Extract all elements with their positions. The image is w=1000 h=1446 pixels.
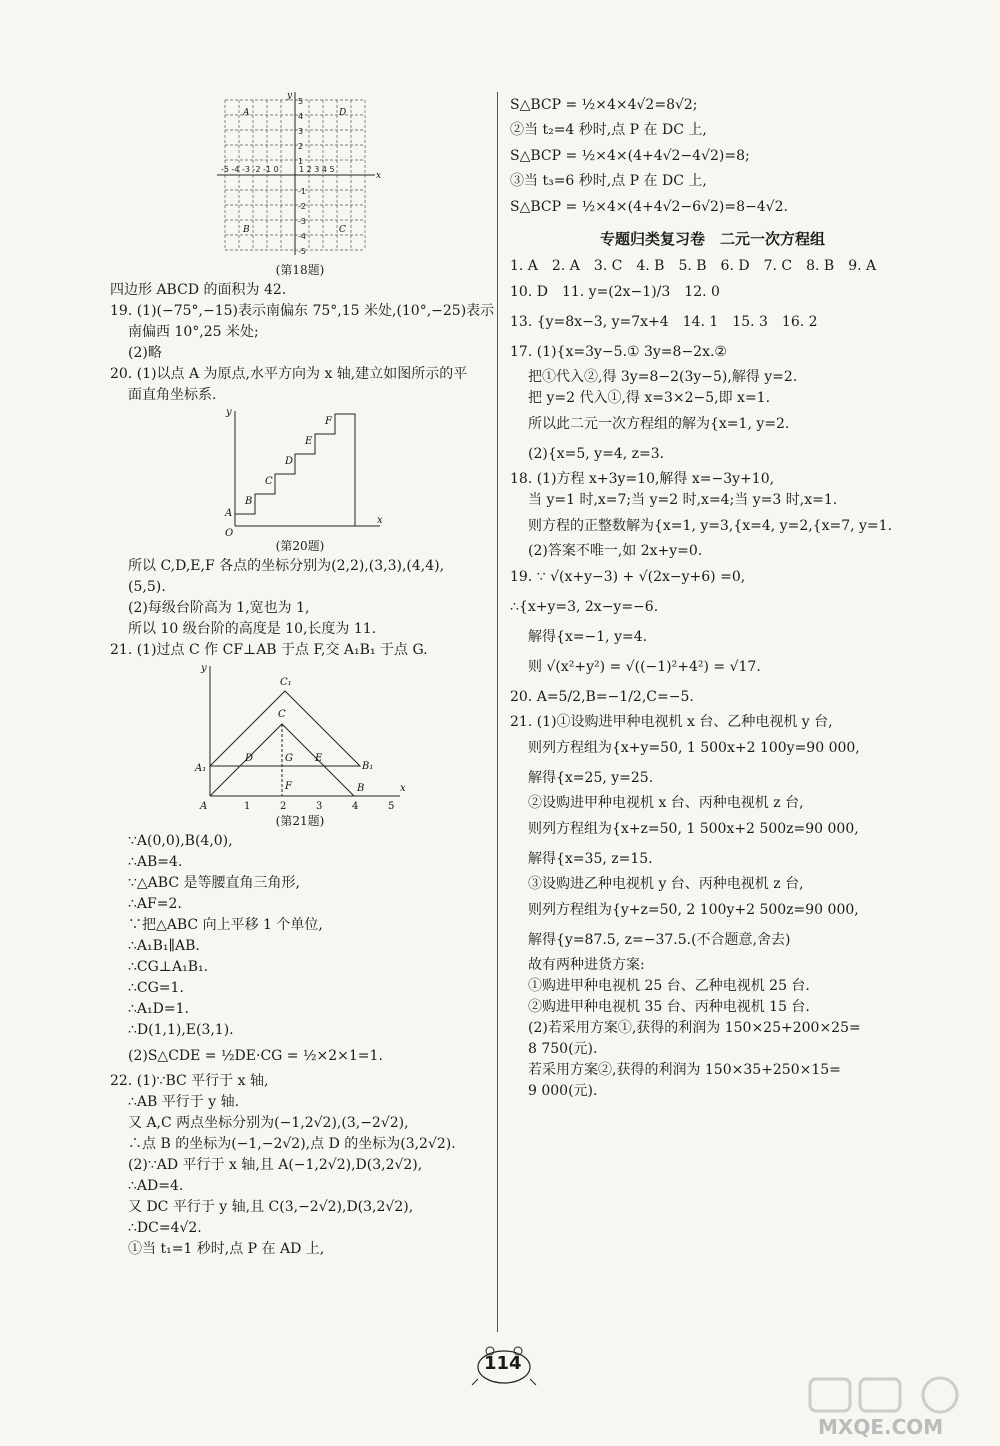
text-line: 所以此二元一次方程组的解为{x=1, y=2. [528,416,790,432]
text-line: ①购进甲种电视机 25 台、乙种电视机 25 台. [528,978,810,994]
text-line: 则 √(x²+y²) = √((−1)²+4²) = √17. [528,659,761,675]
fig20-label-b: B [245,496,253,507]
svg-text:1: 1 [298,157,304,166]
text-line: 当 y=1 时,x=7;当 y=2 时,x=4;当 y=3 时,x=1. [528,492,838,508]
text-line: ∴CG⊥A₁B₁. [128,959,209,975]
svg-text:1 2 3 4 5: 1 2 3 4 5 [299,165,335,174]
text-line: ①当 t₁=1 秒时,点 P 在 AD 上, [128,1241,325,1257]
fig20-label-y: y [226,407,232,418]
text-line: 把 y=2 代入①,得 x=3×2−5,即 x=1. [528,390,771,406]
page-number-badge [470,1345,540,1387]
text-line: 把①代入②,得 3y=8−2(3y−5),解得 y=2. [528,369,798,385]
svg-text:4: 4 [298,112,304,121]
text-line: ③设购进乙种电视机 y 台、丙种电视机 z 台, [528,876,804,892]
figure-21-triangles [190,661,410,811]
text-line: 四边形 ABCD 的面积为 42. [110,282,287,298]
text-line: S△BCP = ½×4×(4+4√2−6√2)=8−4√2. [510,199,788,215]
fig21-label-a1: A₁ [195,763,207,774]
fig21-tick: 1 [244,801,251,811]
text-line: 解得{x=−1, y=4. [528,629,648,645]
text-line: 面直角坐标系. [128,387,217,403]
fig18-label-x: x [376,171,382,181]
text-line: 17. (1){x=3y−5.① 3y=8−2x.② [510,344,727,360]
svg-text:3: 3 [298,127,304,136]
text-line: 22. (1)∵BC 平行于 x 轴, [110,1073,269,1089]
text-line: (2)略 [128,345,162,361]
column-divider [497,92,498,1332]
text-line: 又 DC 平行于 y 轴,且 C(3,−2√2),D(3,2√2), [128,1199,414,1215]
text-line: 解得{x=25, y=25. [528,770,654,786]
text-line: (2)每级台阶高为 1,宽也为 1, [128,600,310,616]
svg-text:-2: -2 [298,202,306,211]
text-line: ∴A₁D=1. [128,1001,189,1017]
text-line: 又 A,C 两点坐标分别为(−1,2√2),(3,−2√2), [128,1115,409,1131]
text-line: 13. {y=8x−3, y=7x+4 14. 1 15. 3 16. 2 [510,314,818,330]
svg-text:-3: -3 [298,217,306,226]
fig21-label-e: E [315,753,323,764]
text-line: 则列方程组为{x+z=50, 1 500x+2 500z=90 000, [528,821,859,837]
text-line: 所以 10 级台阶的高度是 10,长度为 11. [128,621,377,637]
svg-text:-4: -4 [298,232,306,241]
figure-20-staircase [215,406,385,536]
fig21-label-x: x [400,783,406,794]
svg-text:-5 -4 -3 -2 -1 0: -5 -4 -3 -2 -1 0 [221,165,279,174]
text-line: ∵△ABC 是等腰直角三角形, [128,875,300,891]
fig21-label-g: G [285,753,293,764]
text-line: S△BCP = ½×4×(4+4√2−4√2)=8; [510,148,750,164]
fig21-label-c1: C₁ [280,677,292,688]
text-line: ∴CG=1. [128,980,184,996]
text-line: 20. (1)以点 A 为原点,水平方向为 x 轴,建立如图所示的平 [110,366,468,382]
text-line: ∵把△ABC 向上平移 1 个单位, [128,917,323,933]
fig21-label-b: B [357,783,365,794]
fig21-tick: 3 [316,801,323,811]
text-line: ∴{x+y=3, 2x−y=−6. [510,599,659,615]
text-line: ∴AB 平行于 y 轴. [128,1094,240,1110]
text-line: 21. (1)①设购进甲种电视机 x 台、乙种电视机 y 台, [510,714,833,730]
text-line: S△BCP = ½×4×4√2=8√2; [510,97,698,113]
text-line: (2)若采用方案①,获得的利润为 150×25+200×25= [528,1020,861,1036]
page-number: 114 [484,1353,522,1374]
text-line: (2)S△CDE = ½DE·CG = ½×2×1=1. [128,1048,383,1064]
svg-text:2: 2 [298,142,304,151]
text-line: ∴A₁B₁∥AB. [128,938,200,954]
text-line: ∴AD=4. [128,1178,184,1194]
fig21-tick: 4 [352,801,359,811]
text-line: 若采用方案②,获得的利润为 150×35+250×15= [528,1062,841,1078]
text-line: (2)∵AD 平行于 x 轴,且 A(−1,2√2),D(3,2√2), [128,1157,423,1173]
right-column [510,90,915,1102]
text-line: ∴AB=4. [128,854,183,870]
fig21-tick: 2 [280,801,287,811]
text-line: 1. A 2. A 3. C 4. B 5. B 6. D 7. C 8. B 9. A [510,258,877,274]
text-line: ②购进甲种电视机 35 台、丙种电视机 15 台. [528,999,810,1015]
text-line: 9 000(元). [528,1083,598,1099]
fig21-label-y: y [201,663,207,674]
text-line: 所以 C,D,E,F 各点的坐标分别为(2,2),(3,3),(4,4), [128,558,445,574]
watermark [800,1375,995,1441]
fig20-label-o: O [225,528,234,536]
text-line: 则方程的正整数解为{x=1, y=3,{x=4, y=2,{x=7, y=1. [528,518,893,534]
text-line: (2)答案不唯一,如 2x+y=0. [528,543,703,559]
fig18-label-b: B [243,225,250,235]
text-line: ∴D(1,1),E(3,1). [128,1022,234,1038]
left-column [110,90,495,1260]
fig21-label-f: F [285,781,292,792]
section-title: 专题归类复习卷 二元一次方程组 [599,230,825,248]
text-line: 19. ∵ √(x+y−3) + √(2x−y+6) =0, [510,569,746,585]
text-line: 18. (1)方程 x+3y=10,解得 x=−3y+10, [510,471,775,487]
text-line: (5,5). [128,579,166,595]
fig21-label-a: A [200,801,208,811]
text-line: 解得{x=35, z=15. [528,851,653,867]
text-line: ②当 t₂=4 秒时,点 P 在 DC 上, [510,122,707,138]
fig18-label-a: A [243,108,250,118]
text-line: ∴点 B 的坐标为(−1,−2√2),点 D 的坐标为(3,2√2). [128,1136,456,1152]
text-line: 10. D 11. y=(2x−1)/3 12. 0 [510,284,720,300]
fig21-tick: 5 [388,801,395,811]
text-line: 南偏西 10°,25 米处; [128,324,259,340]
text-line: 则列方程组为{y+z=50, 2 100y+2 500z=90 000, [528,902,859,918]
svg-text:-5: -5 [298,247,306,256]
fig21-label-c: C [278,709,286,720]
svg-text:5: 5 [298,97,304,106]
text-line: 21. (1)过点 C 作 CF⊥AB 于点 F,交 A₁B₁ 于点 G. [110,642,428,658]
fig20-label-a: A [225,508,233,519]
fig20-label-c: C [265,476,273,487]
text-line: ∴AF=2. [128,896,182,912]
fig21-label-d: D [245,753,254,764]
fig20-label-f: F [325,416,332,427]
text-line: ∵A(0,0),B(4,0), [128,833,233,849]
figure-21-caption: (第21题) [275,814,325,828]
figure-18-grid [215,90,385,260]
watermark-text: MXQE.COM [818,1415,944,1439]
text-line: ②设购进甲种电视机 x 台、丙种电视机 z 台, [528,795,804,811]
figure-20-caption: (第20题) [275,539,325,553]
text-line: 解得{y=87.5, z=−37.5.(不合题意,舍去) [528,932,791,948]
fig20-label-x: x [377,515,383,526]
text-line: 20. A=5/2,B=−1/2,C=−5. [510,689,694,705]
text-line: ③当 t₃=6 秒时,点 P 在 DC 上, [510,173,707,189]
text-line: 故有两种进货方案: [528,957,645,973]
fig18-label-c: C [339,225,346,235]
answer-logo-icon [800,1375,995,1415]
text-line: ∴DC=4√2. [128,1220,202,1236]
text-line: 则列方程组为{x+y=50, 1 500x+2 100y=90 000, [528,740,860,756]
fig21-label-b1: B₁ [362,761,374,772]
text-line: 8 750(元). [528,1041,598,1057]
text-line: (2){x=5, y=4, z=3. [528,446,665,462]
svg-text:-1: -1 [298,187,306,196]
fig18-label-d: D [339,108,347,118]
figure-18-caption: (第18题) [275,263,325,277]
text-line: 19. (1)(−75°,−15)表示南偏东 75°,15 米处,(10°,−25)表示 [110,303,495,319]
fig20-label-d: D [285,456,294,467]
fig20-label-e: E [305,436,313,447]
fig18-label-y: y [287,91,293,101]
